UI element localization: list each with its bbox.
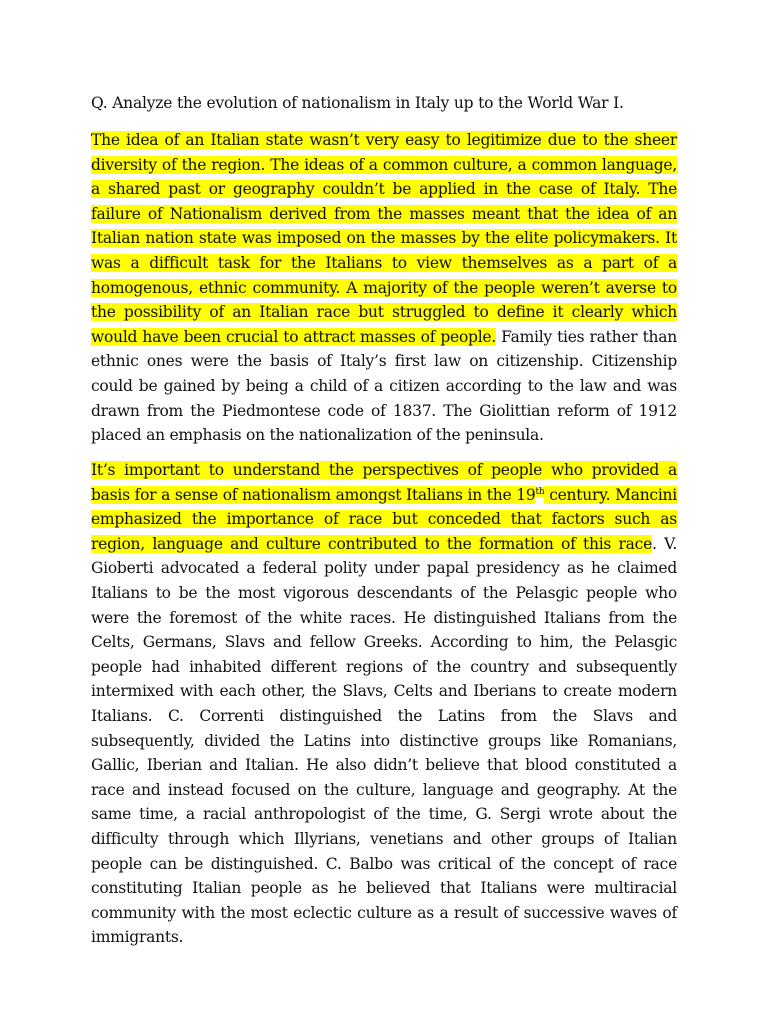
- highlighted-text: It’s important to understand the perspectives of people who provided a basis for a sense of nationalism amongst Italians in the 19: [91, 461, 677, 504]
- body-text: . V. Gioberti advocated a federal polity under papal presidency as he claimed Italians to be the most vigorous descendants of the Pelasgic people who were the foremost of the white races. He distinguished Italians from the Celts, Germans, Slavs and fellow Greeks. According to him, the Pelasgic people had inhabited different regions of the country and subsequently intermixed with each other, the Slavs, Celts and Iberians to create modern Italians. C. Correnti distinguished the Latins from the Slavs and subsequently, divided the Latins into distinctive groups like Romanians, Gallic, Iberian and Italian. He also didn’t believe that blood constituted a race and instead focused on the culture, language and geography. At the same time, a racial anthropologist of the time, G. Sergi wrote about the difficulty through which Illyrians, venetians and other groups of Italian people can be distinguished. C. Balbo was critical of the concept of race constituting Italian people as he believed that Italians were multiracial community with the most eclectic culture as a result of successive waves of immigrants.: [91, 534, 677, 947]
- highlighted-text: The idea of an Italian state wasn’t very easy to legitimize due to the sheer diversity of the region. The ideas of a common culture, a common language, a shared past or geography couldn’t be applied in the case of Italy. The failure of Nationalism derived from the masses meant that the idea of an Italian nation state was imposed on the masses by the elite policymakers. It was a difficult task for the Italians to view themselves as a part of a homogenous, ethnic community. A majority of the people weren’t averse to the possibility of an Italian race but struggled to define it clearly which would have been crucial to attract masses of people.: [91, 131, 677, 346]
- body-text: Family ties rather than ethnic ones were the basis of Italy’s first law on citizenship. Citizenship could be gained by being a child of a citizen according to the law and was drawn from the Piedmontese code of 1837. The Giolittian reform of 1912 placed an emphasis on the nationalization of the peninsula.: [91, 327, 677, 445]
- highlighted-text: century. Mancini emphasized the importance of race but conceded that factors such as region, language and culture contributed to the formation of this race: [91, 485, 678, 553]
- ordinal-superscript: th: [535, 486, 545, 497]
- paragraph-2: [91, 458, 677, 950]
- question-heading: Q. Analyze the evolution of nationalism in Italy up to the World War I.: [91, 94, 624, 112]
- paragraph-1: [91, 128, 677, 448]
